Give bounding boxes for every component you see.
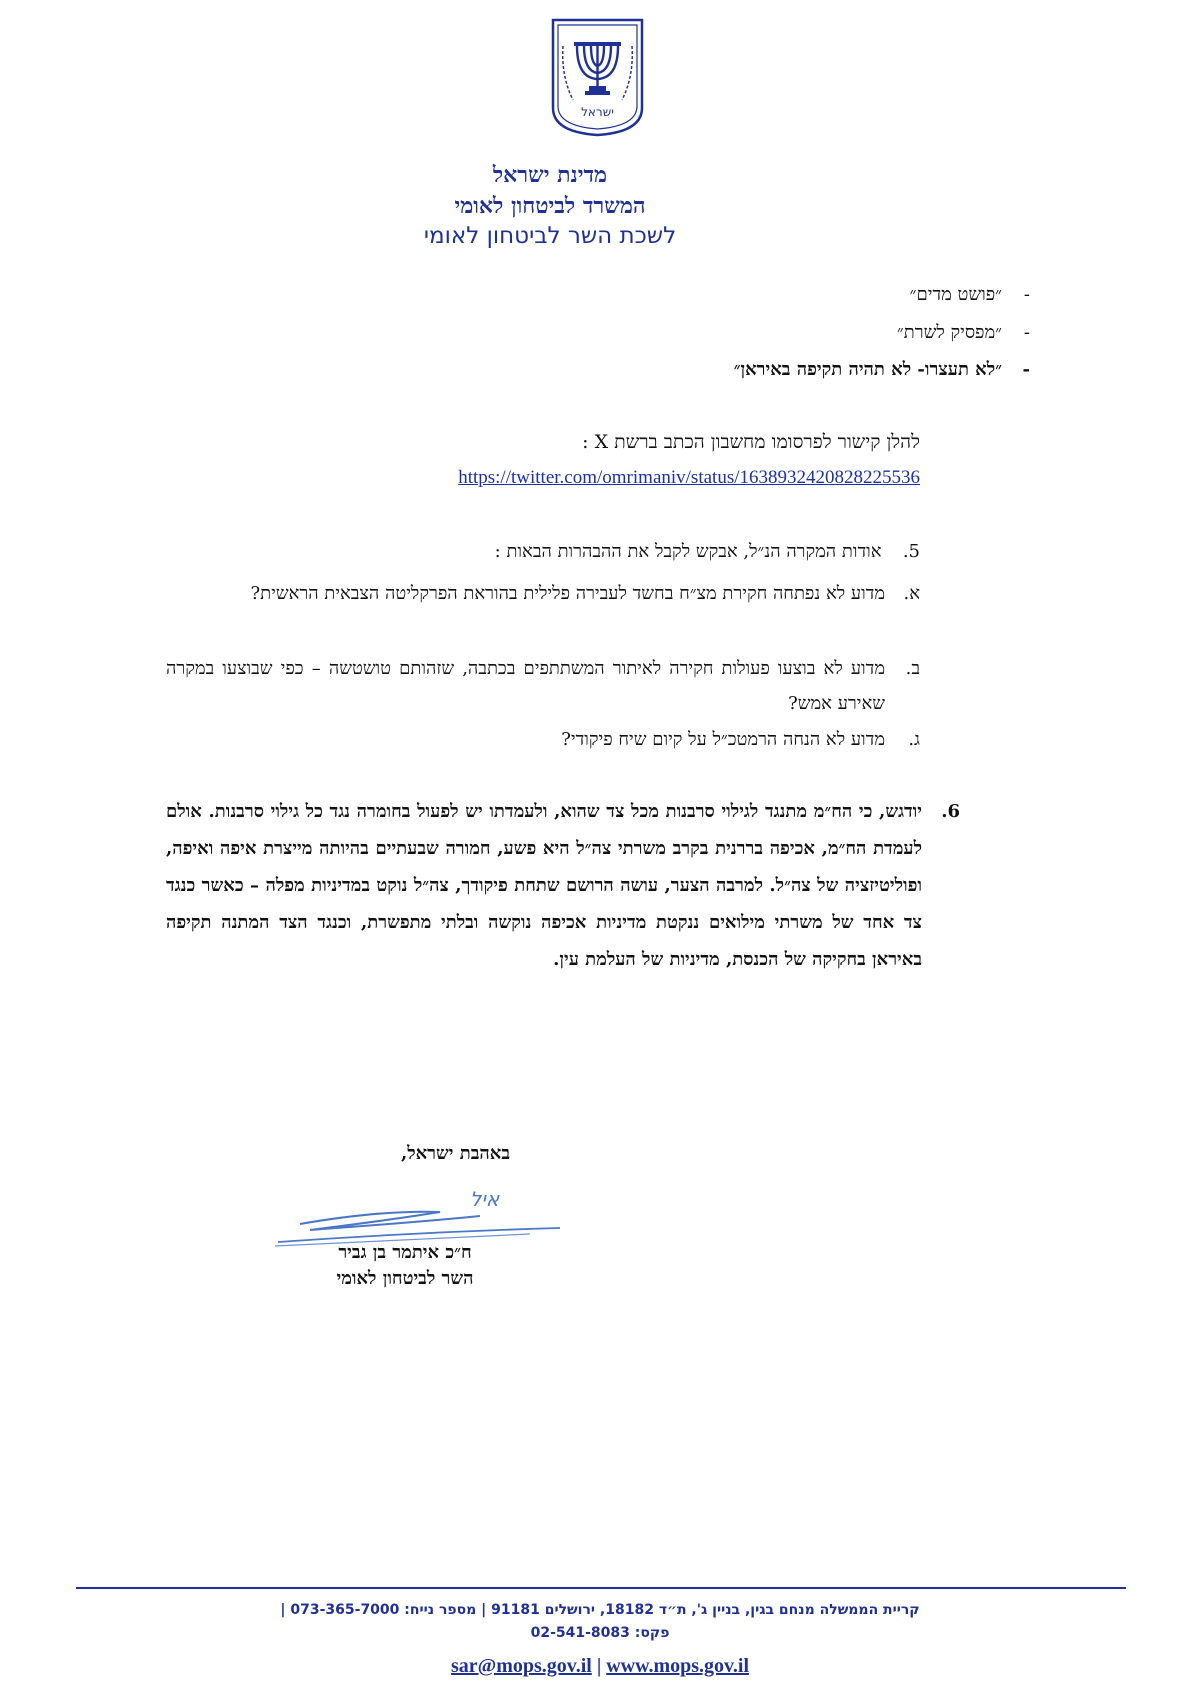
footer-address: קריית הממשלה מנחם בגין, בניין ג', ת״ד 18182, ירושלים 91181 | מספר נייח: 073-365-7000 |: [280, 1602, 920, 1618]
question-item: [166, 651, 920, 721]
quote-bullet: [734, 359, 1030, 380]
question-item: [166, 576, 920, 611]
tweet-link[interactable]: https://twitter.com/omrimaniv/status/1638932420828225536: [458, 467, 920, 488]
closing-salutation: באהבת ישראל,: [400, 1143, 510, 1164]
header-state: מדינת ישראל: [492, 162, 608, 188]
signature-mark: איל: [470, 1187, 500, 1211]
footer-separator: |: [596, 1655, 602, 1677]
question-text: מדוע לא הנחה הרמטכ״ל על קיום שיח פיקודי?: [561, 729, 885, 750]
section-number: 6.: [941, 801, 960, 822]
question-letter: ג.: [908, 729, 920, 750]
question-letter: א.: [903, 583, 920, 604]
bullet-text: ״מפסיק לשרת״: [896, 322, 1002, 343]
website-link[interactable]: www.mops.gov.il: [606, 1655, 750, 1677]
emblem-caption: ישראל: [581, 105, 614, 119]
section-6-text: יודגש, כי הח״מ מתנגד לגילוי סרבנות מכל צד שהוא, ולעמדתו יש לפעול בחומרה נגד כל גילוי סרבנות. אולם לעמדת הח״מ, אכיפה בררנית בקרב משרתי צה״ל היא פשע, חמורה שבעתיים בהיותה מייצרת איפה ואיפה, ופוליטיזציה של צה״ל. למרבה הצער, עושה הרושם שתחת פיקודך, צה״ל נוקט במדיניות מפלה – כאשר כנגד צד אחד של משרתי מילואים ננקטת מדיניות אכיפה נוקשה ובלתי מתפשרת, וכנגד הצד המתנה תקיפה באיראן בחקיקה של הכנסת, מדיניות של העלמת עין.: [166, 801, 922, 970]
link-intro: להלן קישור לפרסומו מחשבון הכתב ברשת X :: [582, 431, 920, 453]
footer-divider: [76, 1587, 1126, 1589]
question-text: מדוע לא נפתחה חקירת מצ״ח בחשד לעבירה פלילית בהוראת הפרקליטה הצבאית הראשית?: [250, 583, 885, 604]
section-6-paragraph: [166, 793, 960, 978]
question-item: [166, 722, 920, 757]
bullet-dash: -: [1023, 322, 1030, 343]
header-ministry: המשרד לביטחון לאומי: [454, 193, 646, 219]
question-letter: ב.: [905, 658, 920, 679]
bullet-text: ״לא תעצרו- לא תהיה תקיפה באיראן״: [733, 359, 1002, 380]
section-5-intro: [495, 541, 920, 562]
header-office: לשכת השר לביטחון לאומי: [423, 223, 677, 249]
email-link[interactable]: sar@mops.gov.il: [450, 1655, 592, 1677]
bullet-dash: -: [1023, 284, 1030, 305]
footer-contacts: [300, 1655, 900, 1678]
footer-fax: פקס: 02-541-8083: [530, 1625, 670, 1641]
signatory-name: ח״כ איתמר בן גביר: [338, 1242, 472, 1263]
quote-bullet: [897, 322, 1030, 343]
section-number: 5.: [902, 541, 920, 562]
menorah-emblem-icon: [549, 16, 646, 138]
question-text: מדוע לא בוצעו פעולות חקירה לאיתור המשתתפים בכתבה, שזהותם טושטשה – כפי שבוצעו במקרה שאירע אמש?: [166, 658, 885, 714]
signatory-title: השר לביטחון לאומי: [336, 1268, 474, 1289]
bullet-dash: -: [1022, 359, 1030, 380]
bullet-text: ״פושט מדים״: [909, 284, 1002, 305]
state-emblem: [549, 16, 646, 138]
quote-bullet: [910, 284, 1030, 305]
section-5-text: אודות המקרה הנ״ל, אבקש לקבל את ההבהרות הבאות :: [494, 541, 882, 562]
